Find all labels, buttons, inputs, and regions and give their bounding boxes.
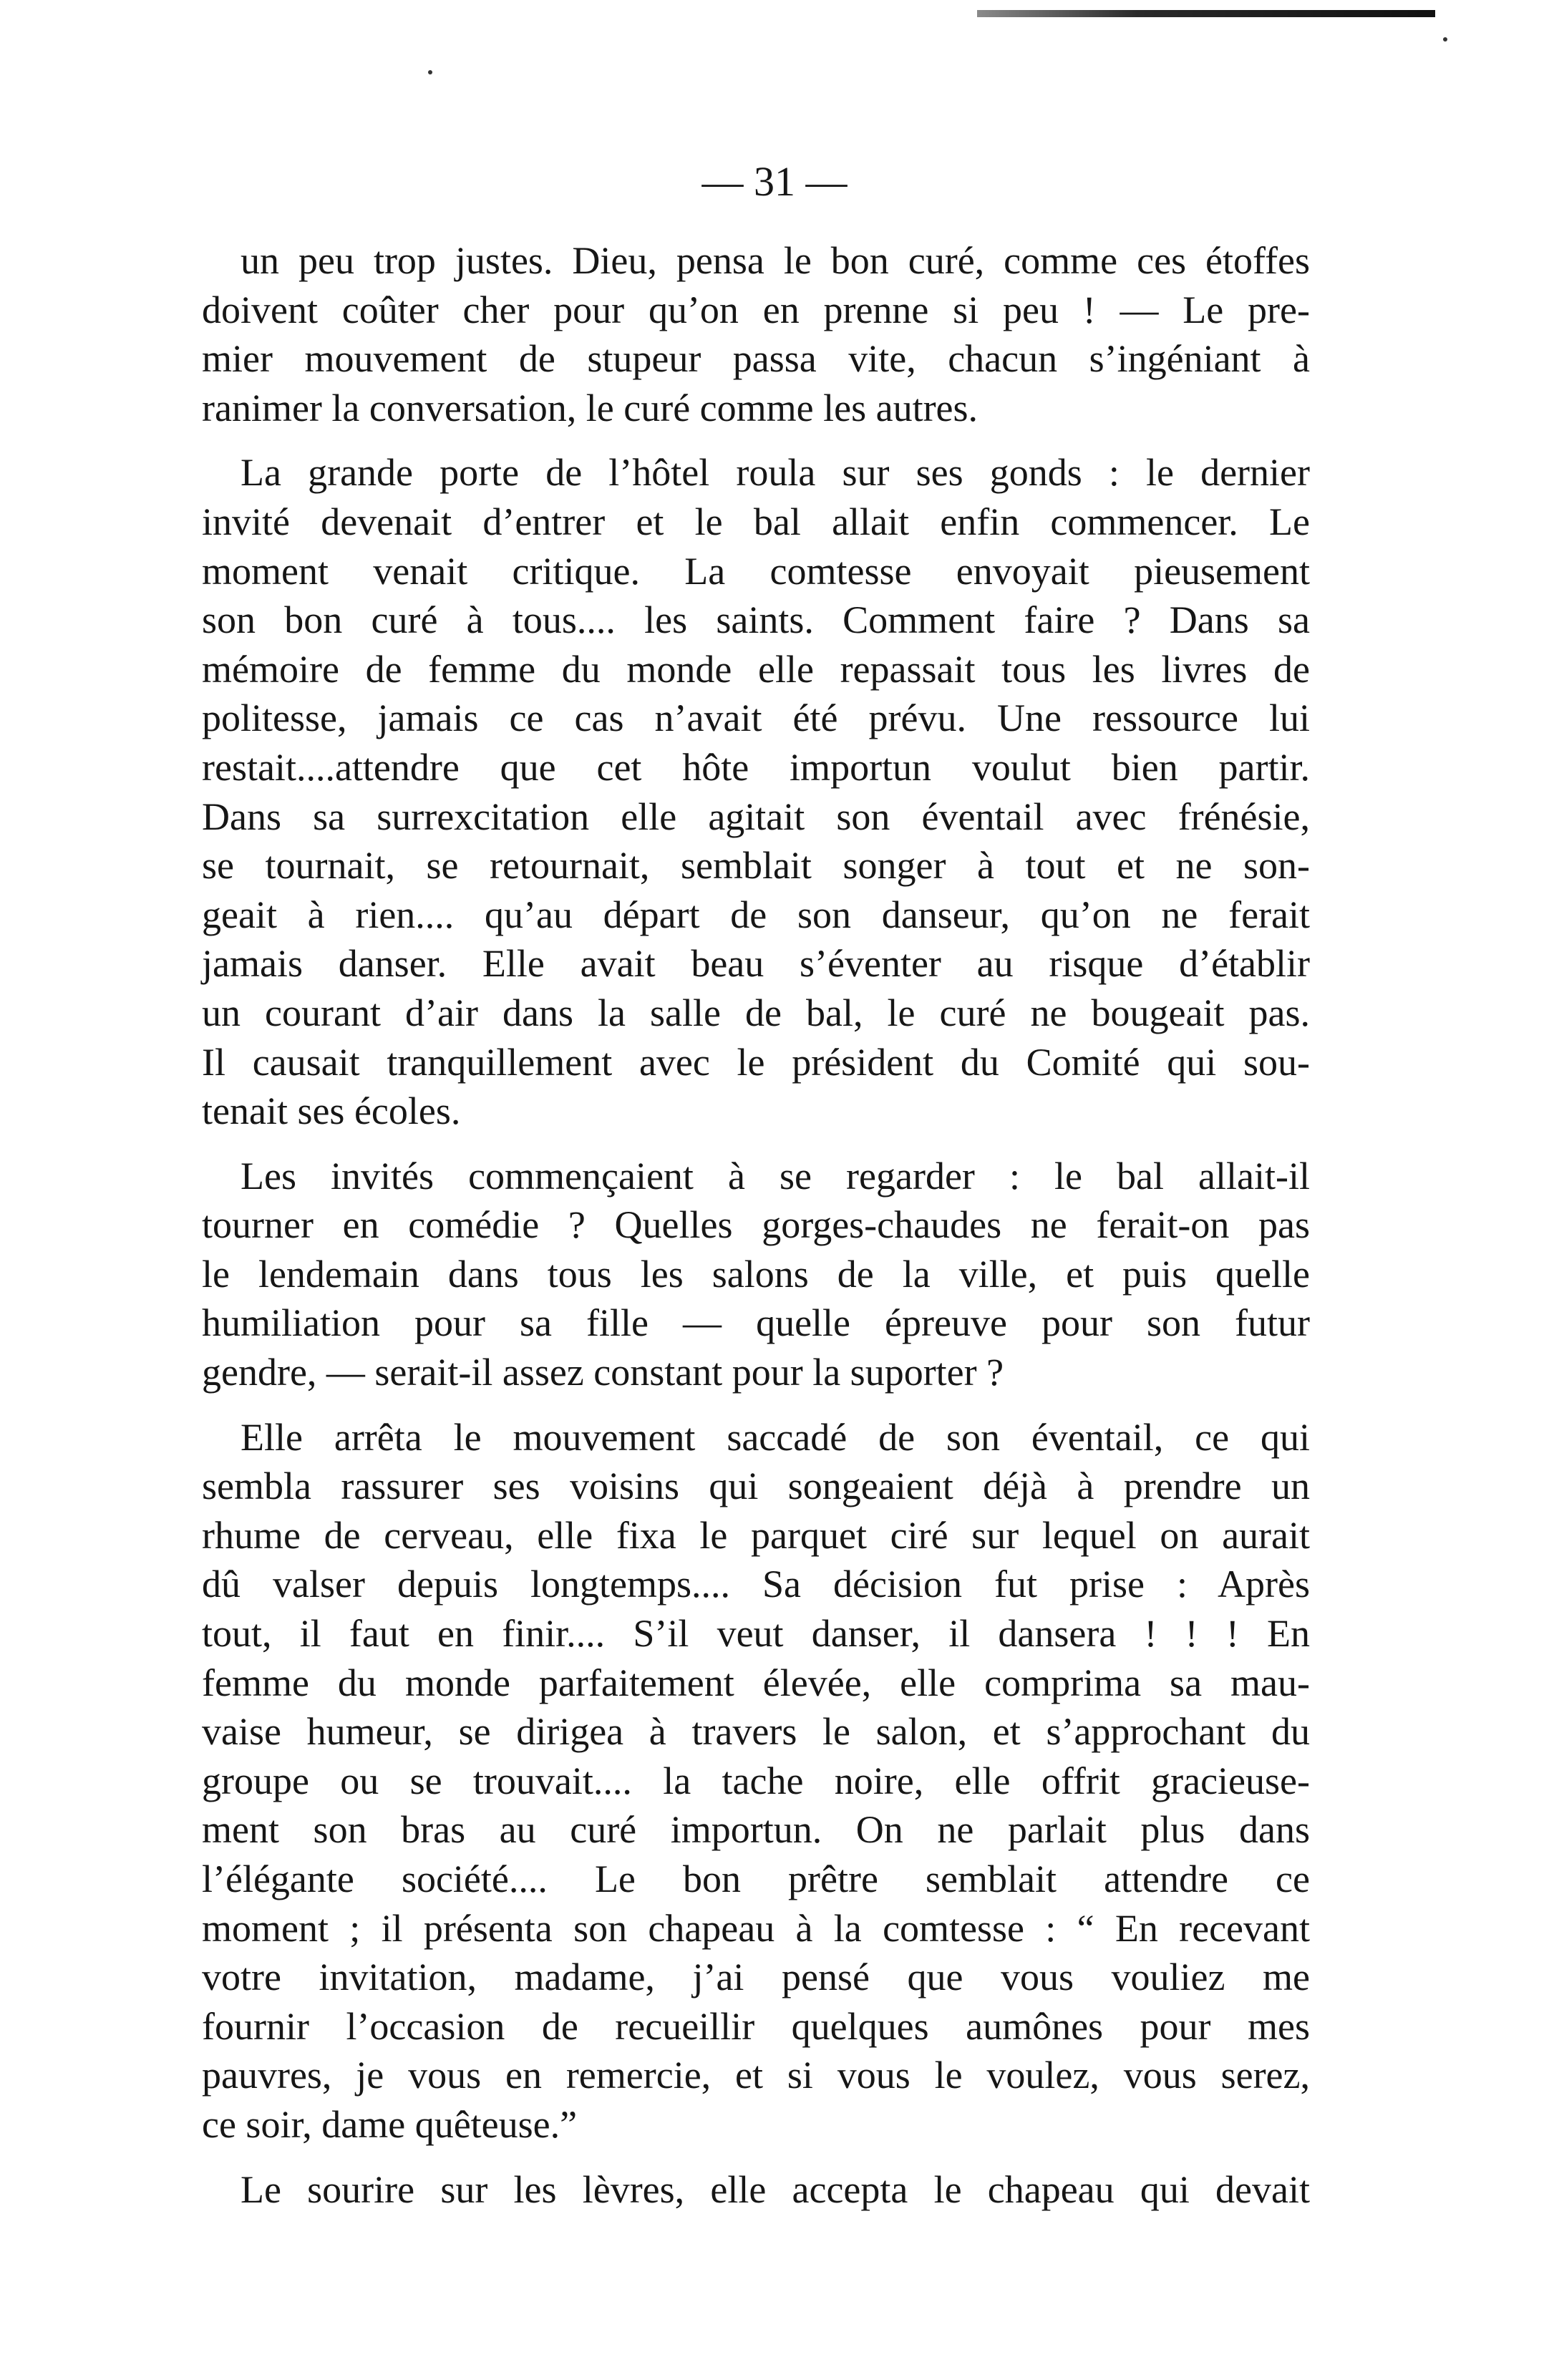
text-line: l’élégante société.... Le bon prêtre semblait attendre ce [202,1857,1310,1900]
print-speck [428,70,432,74]
page-body [202,236,1310,2214]
paragraph-gap [202,2150,1310,2165]
text-line: geait à rien.... qu’au départ de son danseur, qu’on ne ferait [202,893,1310,936]
text-line: ranimer la conversation, le curé comme les autres. [202,386,979,429]
text-line: pauvres, je vous en remercie, et si vous le voulez, vous serez, [202,2054,1310,2097]
text-line: se tournait, se retournait, semblait songer à tout et ne son- [202,844,1310,888]
text-line: Le sourire sur les lèvres, elle accepta le chapeau qui devait [241,2167,1310,2211]
text-line: Elle arrêta le mouvement saccadé de son éventail, ce qui [241,1415,1310,1459]
text-line: doivent coûter cher pour qu’on en prenne si peu ! — Le pre- [202,288,1310,331]
text-line: groupe ou se trouvait.... la tache noire, elle offrit gracieuse- [202,1759,1310,1802]
text-line: un peu trop justes. Dieu, pensa le bon curé, comme ces étoffes [241,239,1310,282]
text-line: tout, il faut en finir.... S’il veut danser, il dansera ! ! ! En [202,1612,1310,1656]
text-line: jamais danser. Elle avait beau s’éventer au risque d’établir [202,942,1310,986]
text-line: invité devenait d’entrer et le bal allait enfin commencer. Le [202,500,1310,543]
text-line: Dans sa surrexcitation elle agitait son éventail avec frénésie, [202,795,1310,838]
text-line: un courant d’air dans la salle de bal, le curé ne bougeait pas. [202,991,1310,1034]
text-line: dû valser depuis longtemps.... Sa décision fut prise : Après [202,1563,1310,1606]
paragraph [202,2165,1310,2215]
text-line: moment venait critique. La comtesse envoyait pieusement [202,549,1310,593]
paragraph [202,448,1310,1135]
paragraph-gap [202,432,1310,448]
page-number: — 31 — [701,158,848,205]
text-line: femme du monde parfaitement élevée, elle comprima sa mau- [202,1661,1310,1704]
text-line: restait....attendre que cet hôte importun voulut bien partir. [202,745,1310,789]
text-line: ce soir, dame quêteuse.” [202,2102,578,2146]
print-speck [1443,37,1447,42]
text-line: moment ; il présenta son chapeau à la comtesse : “ En recevant [202,1906,1310,1950]
text-line: mier mouvement de stupeur passa vite, chacun s’ingéniant à [202,337,1310,381]
paragraph-gap [202,1136,1310,1152]
text-line: mémoire de femme du monde elle repassait tous les livres de [202,647,1310,691]
text-line: humiliation pour sa fille — quelle épreuve pour son futur [202,1301,1310,1345]
text-line: Il causait tranquillement avec le président du Comité qui sou- [202,1040,1310,1084]
text-line: sembla rassurer ses voisins qui songeaient déjà à prendre un [202,1465,1310,1508]
paragraph [202,1152,1310,1397]
text-line: votre invitation, madame, j’ai pensé que vous vouliez me [202,1956,1310,1999]
text-line: rhume de cerveau, elle fixa le parquet ciré sur lequel on aurait [202,1513,1310,1557]
text-line: fournir l’occasion de recueillir quelques aumônes pour mes [202,2004,1310,2048]
text-line: tenait ses écoles. [202,1089,461,1133]
text-line: tourner en comédie ? Quelles gorges-chaudes ne ferait-on pas [202,1203,1310,1247]
top-rule [977,10,1435,17]
text-line: son bon curé à tous.... les saints. Comment faire ? Dans sa [202,598,1310,642]
text-line: La grande porte de l’hôtel roula sur ses gonds : le dernier [241,451,1310,495]
text-line: ment son bras au curé importun. On ne parlait plus dans [202,1808,1310,1852]
text-line: politesse, jamais ce cas n’avait été prévu. Une ressource lui [202,696,1310,740]
text-line: Les invités commençaient à se regarder : le bal allait-il [241,1154,1310,1198]
text-line: le lendemain dans tous les salons de la ville, et puis quelle [202,1252,1310,1296]
paragraph [202,1413,1310,2150]
text-line: gendre, — serait-il assez constant pour la suporter ? [202,1351,1004,1394]
paragraph [202,236,1310,432]
paragraph-gap [202,1397,1310,1413]
text-line: vaise humeur, se dirigea à travers le salon, et s’approchant du [202,1710,1310,1754]
